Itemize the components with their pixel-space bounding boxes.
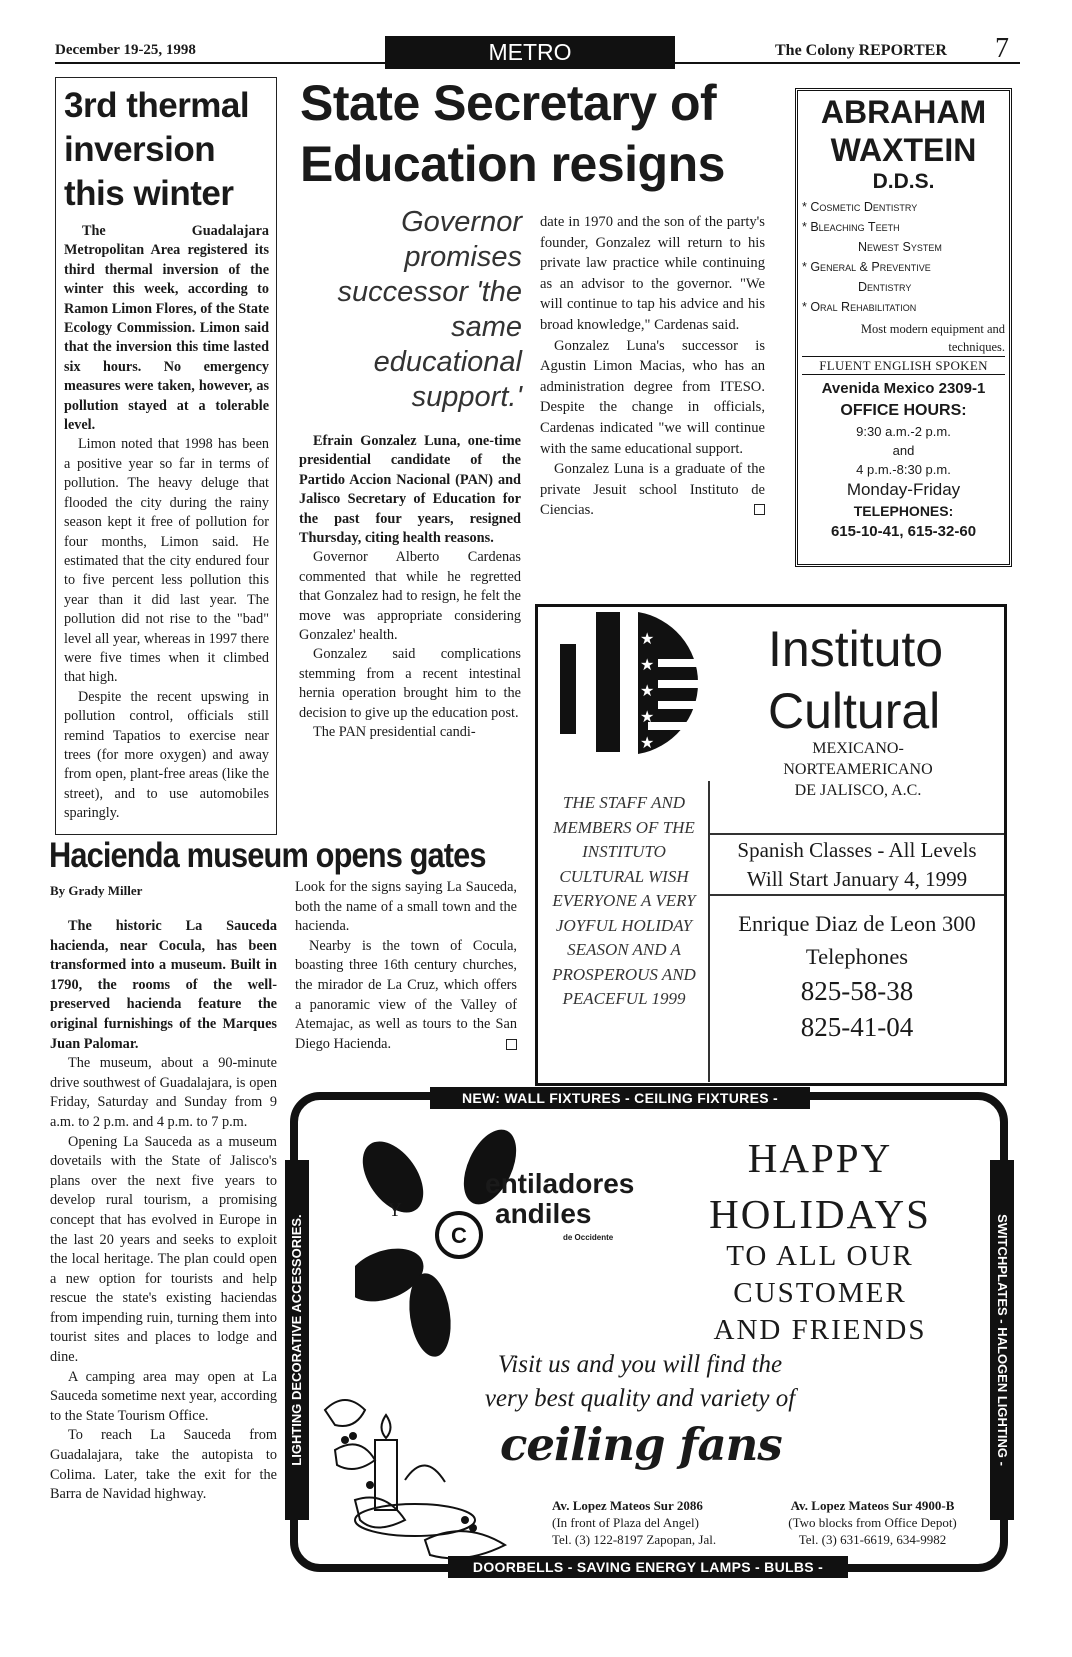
section-label: METRO xyxy=(385,36,675,69)
office-hours-and: and xyxy=(892,443,915,458)
band-bottom: DOORBELLS - SAVING ENERGY LAMPS - BULBS - xyxy=(448,1556,848,1578)
address-phone: Tel. (3) 631-6619, 634-9982 xyxy=(798,1532,947,1547)
instituto-name-line: Cultural xyxy=(768,683,941,739)
education-paragraph: Governor Alberto Cardenas commented that while he regretted that Gonzalez had to resign, he felt the move was appropriate considering Gonzalez' health. xyxy=(299,549,521,644)
holiday-greeting xyxy=(670,1238,970,1349)
issue-date: December 19-25, 1998 xyxy=(55,42,196,58)
service-item-note: Dentistry xyxy=(858,280,912,294)
education-paragraph: The PAN presidential candi- xyxy=(313,724,476,741)
service-item: * Cosmetic Dentistry xyxy=(802,200,918,214)
english-spoken-banner: FLUENT ENGLISH SPOKEN xyxy=(802,356,1005,375)
end-mark-icon xyxy=(754,504,765,515)
svg-text:★: ★ xyxy=(640,655,655,674)
svg-text:C: C xyxy=(451,1223,467,1248)
dentist-address: Avenida Mexico 2309-1 xyxy=(821,380,986,397)
office-hours-morning: 9:30 a.m.-2 p.m. xyxy=(856,424,951,439)
office-days: Monday-Friday xyxy=(846,480,961,499)
dentist-title: D.D.S. xyxy=(872,170,935,193)
subtitle-line: MEXICANO- xyxy=(812,740,904,757)
hacienda-paragraph: Look for the signs saying La Sauceda, both the name of a small town and the hacienda. xyxy=(295,879,517,935)
hacienda-paragraph xyxy=(295,937,517,1055)
instituto-phone: 825-41-04 xyxy=(800,1012,914,1042)
education-paragraph: Gonzalez said complications stemming from a recent intestinal hernia operation brought him to the decision to give up the education post. xyxy=(299,646,521,721)
hacienda-paragraph: To reach La Sauceda from Guadalajara, take the autopista to Colima. Later, take the exit for the Barra de Navidad highway. xyxy=(50,1427,277,1503)
band-top: NEW: WALL FIXTURES - CEILING FIXTURES - xyxy=(430,1087,810,1109)
logo-name-line1: entiladores xyxy=(485,1168,635,1199)
education-paragraph xyxy=(540,459,765,521)
side-band-right xyxy=(990,1160,1014,1520)
instituto-cultural-ad xyxy=(535,604,1007,1086)
store-address-2 xyxy=(765,1497,980,1548)
address-phone: Tel. (3) 122-8197 Zapopan, Jal. xyxy=(552,1532,717,1547)
telephones-label: Telephones xyxy=(805,944,909,969)
page-number: 7 xyxy=(995,33,1009,64)
education-paragraph: date in 1970 and the son of the party's founder, Gonzalez will return to his private law practice while continuing as an advisor to the governor. "We will continue to tap his advice and his broad knowledge," Cardenas said. xyxy=(540,214,765,333)
office-hours-label: OFFICE HOURS: xyxy=(840,402,967,419)
greeting-line: CUSTOMER xyxy=(733,1277,907,1309)
fan-logo-icon xyxy=(355,1125,555,1365)
instituto-phone: 825-58-38 xyxy=(800,976,914,1006)
hacienda-lead: The historic La Sauceda hacienda, near Cocula, has been transformed into a museum. Built in 1790, the rooms of the well-preserved hacienda feature the original furnishings of the Marques Juan Palomar. xyxy=(50,918,277,1052)
address-note: (In front of Plaza del Angel) xyxy=(552,1515,699,1530)
svg-text:★: ★ xyxy=(640,681,655,700)
education-headline: State Secretary of Education resigns xyxy=(300,75,725,192)
hacienda-paragraph: A camping area may open at La Sauceda sometime next year, according to the State Tourism Office. xyxy=(50,1368,277,1424)
thermal-inversion-article xyxy=(55,77,277,835)
hacienda-headline: Hacienda museum opens gates xyxy=(49,836,486,875)
office-hours-afternoon: 4 p.m.-8:30 p.m. xyxy=(856,462,951,477)
band-text: LIGHTING DECORATIVE ACCESSORIES. xyxy=(289,1214,304,1466)
logo-subtitle: de Occidente xyxy=(563,1233,614,1242)
instituto-name xyxy=(768,618,943,742)
happy-line: HOLIDAYS xyxy=(709,1191,931,1237)
side-band-left xyxy=(285,1160,309,1520)
byline: By Grady Miller xyxy=(50,883,143,898)
education-final-text: Gonzalez Luna is a graduate of the private Jesuit school Instituto de Ciencias. xyxy=(540,461,765,519)
hacienda-column-2 xyxy=(295,878,517,1054)
instituto-name-line: Instituto xyxy=(768,621,944,677)
instituto-contact xyxy=(710,907,1004,1045)
waxtein-dentist-ad xyxy=(795,88,1012,567)
hacienda-paragraph: Opening La Sauceda as a museum dovetails with the State of Jalisco's plans over the next five years to develop rural tourism, a promising concept that has evolved in Europe in the last 20 years and seeks to exploit the local heritage. The plan could open a new option for tourists and help rescue the state's existing haciendas from impending ruin, turning them into tourist sites and places to lodge and dine. xyxy=(50,1133,277,1366)
happy-holidays-heading xyxy=(670,1130,970,1242)
tagline-line: Visit us and you will find the xyxy=(497,1351,783,1378)
telephones-label: TELEPHONES: xyxy=(853,503,954,519)
address-note: (Two blocks from Office Depot) xyxy=(788,1515,957,1530)
holiday-wish: THE STAFF AND MEMBERS OF THE INSTITUTO CULTURAL WISH EVERYONE A VERY JOYFUL HOLIDAY SEASON AND A PROSPEROUS AND PEACEFUL 1999 xyxy=(552,793,696,1008)
hacienda-column-1 xyxy=(50,917,277,1505)
spanish-classes-notice xyxy=(710,836,1004,894)
band-text: SWITCHPLATES - HALOGEN LIGHTING - xyxy=(995,1214,1010,1466)
hacienda-final-text: Nearby is the town of Cocula, boasting three 16th century churches, the mirador de La Cruz, which offers a panoramic view of the Valley of Atemajac, as well as tours to the San Diego Hacienda. xyxy=(295,937,517,1052)
holly-candle-icon xyxy=(315,1370,545,1570)
thermal-paragraph: Limon noted that 1998 has been a positive year so far in terms of pollution. The heavy deluge that flooded the city during the rainy season kept it free of pollution for four months, Limon said. He estimated that the city endured four to five percent less pollution this year than it did last year. The pollution did not rise to the "bad" level all year, whereas in 1997 there were five times when it climbed that high. xyxy=(64,436,269,686)
service-item: * General & Preventive xyxy=(802,260,931,274)
education-deck: Governor promises successor 'the same educational support.' xyxy=(337,206,522,413)
service-item-note: Newest System xyxy=(858,240,942,254)
service-item: * Bleaching Teeth xyxy=(802,220,900,234)
svg-text:★: ★ xyxy=(640,733,655,752)
end-mark-icon xyxy=(506,1039,517,1050)
education-paragraph: Gonzalez Luna's successor is Agustin Limon Macias, who has an administration degree from ITESO. Despite the change in officials, Cardenas indicated "we will continue with the same educational support. xyxy=(540,337,765,457)
classes-line: Will Start January 4, 1999 xyxy=(746,867,968,891)
logo-name-line2: andiles xyxy=(495,1198,592,1229)
happy-line: HAPPY xyxy=(747,1135,893,1181)
subtitle-line: DE JALISCO, A.C. xyxy=(794,782,922,799)
greeting-line: AND FRIENDS xyxy=(713,1314,927,1346)
instituto-subtitle xyxy=(723,738,993,801)
subtitle-line: NORTEAMERICANO xyxy=(783,761,933,778)
ceiling-fans-script: ceiling fans xyxy=(500,1418,782,1471)
hacienda-paragraph: The museum, about a 90-minute drive southwest of Guadalajara, is open Friday, Saturday and Sunday from 9 a.m. to 2 p.m. and 4 p.m. to 7 p.m. xyxy=(50,1055,277,1130)
dentist-phones: 615-10-41, 615-32-60 xyxy=(830,523,977,540)
education-column-1 xyxy=(299,432,521,743)
divider xyxy=(710,833,1004,835)
svg-text:★: ★ xyxy=(640,629,655,648)
thermal-paragraph: Despite the recent upswing in pollution control, officials still remind Tapatios to exercise near trees (for more oxygen) and away from open, plant-free areas (like the street), and to use automobiles sparingly. xyxy=(64,688,269,822)
publication-name: The Colony REPORTER xyxy=(775,42,947,59)
thermal-headline: 3rd thermal inversion this winter xyxy=(64,86,250,213)
greeting-line: TO ALL OUR xyxy=(726,1240,914,1272)
address-street: Av. Lopez Mateos Sur 2086 xyxy=(552,1498,703,1513)
services-list xyxy=(802,197,1005,317)
logo-y: Y xyxy=(388,1200,402,1221)
divider xyxy=(710,894,1004,896)
tagline-line: very best quality and variety of xyxy=(484,1385,796,1412)
instituto-address: Enrique Diaz de Leon 300 xyxy=(738,911,976,936)
education-lead: Efrain Gonzalez Luna, one-time presidential candidate of the Partido Accion Nacional (PAN) and Jalisco Secretary of Education for the past four years, resigned Thursday, citing health reasons. xyxy=(299,433,521,547)
flag-emblem-icon xyxy=(558,604,723,764)
address-street: Av. Lopez Mateos Sur 4900-B xyxy=(790,1498,955,1513)
dentist-name: ABRAHAM WAXTEIN xyxy=(820,94,987,168)
thermal-lead: The Guadalajara Metropolitan Area registered its third thermal inversion of the winter this week, according to Ramon Limon Flores, of the State Ecology Commission. Limon said that the inversion this time lasted six hours. No emergency measures were taken, however, as pollution stayed at a tolerable level. xyxy=(64,223,269,434)
store-address-1 xyxy=(552,1497,752,1548)
service-item: * Oral Rehabilitation xyxy=(802,300,917,314)
equipment-note: Most modern equipment and techniques. xyxy=(860,322,1005,354)
classes-line: Spanish Classes - All Levels xyxy=(737,838,977,862)
education-column-2 xyxy=(540,212,765,521)
svg-text:★: ★ xyxy=(640,707,655,726)
